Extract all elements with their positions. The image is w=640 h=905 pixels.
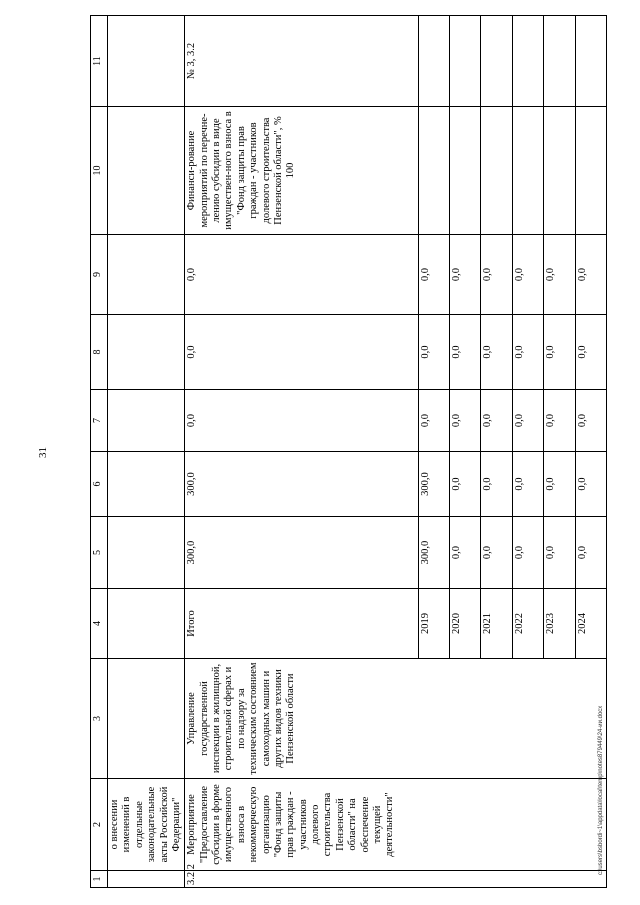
year-cell: 2021 [481, 589, 512, 659]
year-value: 0,0 [450, 452, 481, 517]
year-value: 0,0 [544, 517, 575, 589]
indicator-value: 100 [285, 162, 297, 179]
item-number: 3.2.2 [185, 871, 607, 888]
year-value: 0,0 [512, 452, 543, 517]
total-value: 0,0 [185, 235, 418, 315]
year-value: 0,0 [575, 452, 606, 517]
col-num-2: 2 [91, 779, 108, 871]
col-num-3: 3 [91, 659, 108, 779]
total-value: 300,0 [185, 452, 418, 517]
continuation-text: о внесении изменений в отдельные законодательные акты Российской Федерации" [108, 779, 185, 871]
year-cell: 2019 [418, 589, 449, 659]
col-num-11: 11 [91, 16, 108, 107]
year-value: 0,0 [575, 315, 606, 390]
column-number-row [91, 16, 108, 888]
year-value: 0,0 [450, 315, 481, 390]
year-cell: 2022 [512, 589, 543, 659]
col-num-5: 5 [91, 517, 108, 589]
year-cell: 2024 [575, 589, 606, 659]
year-value: 0,0 [575, 517, 606, 589]
year-value: 0,0 [450, 517, 481, 589]
col-num-4: 4 [91, 589, 108, 659]
year-value: 0,0 [418, 390, 449, 452]
year-value: 0,0 [481, 390, 512, 452]
item-name: Мероприятие "Предоставление субсидии в форме имущественного взноса в некоммерческую организацию "Фонд защиты прав граждан - участников долевого строительства Пензенской области" на обеспечение текущей деятельности" [185, 779, 607, 871]
col-num-10: 10 [91, 107, 108, 235]
year-value: 0,0 [544, 452, 575, 517]
year-cell: 2023 [544, 589, 575, 659]
year-value: 0,0 [544, 390, 575, 452]
year-value: 0,0 [512, 315, 543, 390]
year-value: 0,0 [512, 390, 543, 452]
year-value: 0,0 [544, 235, 575, 315]
item-executor: Управление государственной инспекции в жилищной, строительной сферах и по надзору за техническим состоянием самоходных машин и других видов техники Пензенской области [185, 659, 607, 779]
year-value: 0,0 [575, 235, 606, 315]
indicator-cell [185, 107, 418, 235]
year-value: 0,0 [481, 517, 512, 589]
year-value: 0,0 [575, 390, 606, 452]
footer-file-path: c:\users\bsbordi~1\appdata\local\temp\notes879449\24-ии.docx [598, 705, 604, 875]
col-num-6: 6 [91, 452, 108, 517]
year-cell: 2020 [450, 589, 481, 659]
page-number: 31 [37, 447, 49, 458]
item-link: № 3, 3.2 [185, 16, 418, 107]
year-value: 0,0 [481, 452, 512, 517]
year-value: 0,0 [481, 235, 512, 315]
total-value: 0,0 [185, 390, 418, 452]
col-num-9: 9 [91, 235, 108, 315]
document-table-rotated [90, 16, 607, 888]
continuation-row [108, 16, 185, 888]
total-value: 300,0 [185, 517, 418, 589]
total-value: 0,0 [185, 315, 418, 390]
year-value: 0,0 [512, 235, 543, 315]
indicator-text: Финанси-рование мероприятий по перечне-лению субсидии в виде имуществен-ного взноса в "Фонд защиты прав граждан - участников долевого строительства Пензенской области", % [186, 111, 284, 230]
year-value: 0,0 [544, 315, 575, 390]
year-value: 300,0 [418, 452, 449, 517]
year-value: 0,0 [418, 235, 449, 315]
year-value: 0,0 [481, 315, 512, 390]
col-num-8: 8 [91, 315, 108, 390]
total-label: Итого [185, 589, 418, 659]
program-measures-table [90, 15, 607, 888]
item-total-row [185, 16, 418, 888]
col-num-7: 7 [91, 390, 108, 452]
year-value: 0,0 [450, 235, 481, 315]
year-value: 0,0 [418, 315, 449, 390]
col-num-1: 1 [91, 871, 108, 888]
year-value: 0,0 [450, 390, 481, 452]
year-value: 0,0 [512, 517, 543, 589]
year-value: 300,0 [418, 517, 449, 589]
